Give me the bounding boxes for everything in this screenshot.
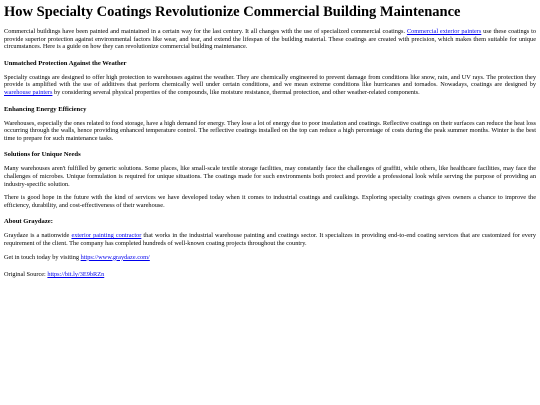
energy-efficiency-paragraph: Warehouses, especially the ones related to food storage, have a high demand for energy. They lose a lot of energy due to poor insulation and coatings. Reflective coatings on their surfaces can reduce the heat loss occurring through the walls, hence providing enhanced temperature control. The reflective coatings installed on the top can reduce a high percentage of costs during the peak summer months. Winter is the best time to prepare for such maintenance tasks. [4, 119, 536, 142]
exterior-painting-contractor-link[interactable]: exterior painting contractor [71, 232, 142, 240]
energy-efficiency-heading: Enhancing Energy Efficiency [4, 105, 87, 113]
commercial-exterior-painters-link[interactable]: Commercial exterior painters [406, 28, 482, 35]
about-text-2: that works in the industrial warehouse painting and coatings sector. It specializes in providing end-to-end coating services that are customized for every requirement of the client. The company has completed hundreds of well-known coating projects throughout the country. [4, 232, 536, 247]
about-text-1: Graydaze is a nationwide [4, 232, 72, 240]
intro-text-1: Commercial buildings have been painted and maintained in a certain way for the last century. It all changes with the use of specialized commercial coatings. [4, 28, 407, 35]
weather-text-2: by considering several physical properties of the compounds, like moisture resistance, thermal protection, and other weather-related components. [52, 88, 420, 96]
weather-protection-heading: Unmatched Protection Against the Weather [4, 59, 127, 67]
weather-text-1: Specialty coatings are designed to offer high protection to warehouses against the weather. They are chemically engineered to prevent damage from conditions like snow, rain, and UV rays. The protection they provide is amplified with the use of additives that perform chemically well under certain conditions, and we mean extreme conditions like hurricanes and tornados. Nowadays, coatings are designed by [4, 73, 536, 89]
weather-protection-paragraph [4, 74, 536, 97]
unique-needs-paragraph-2: There is good hope in the future with the kind of services we have developed today when it comes to industrial coatings and caulkings. Exploring specialty coatings gives owners a chance to improve the efficiency, durability, and cost-effectiveness of their warehouse. [4, 194, 536, 209]
intro-text-2: use these coatings to provide superior protection against environmental factors like wear, and tear, and extend the lifespan of the building material. These coatings are created with precision, which makes them suitable for unique circumstances. Here is a guide on how they can revolutionize commercial building maintenance. [4, 28, 536, 51]
unique-needs-paragraph-1: Many warehouses aren't fulfilled by generic solutions. Some places, like small-scale textile storage facilities, may constantly face the challenges of graffiti, while others, like healthcare facilities, may face the challenges of microbes. Unique formulation is required for unique situations. The coatings made for such environments both protect and provide a professional look while serving the purpose of providing an industry-specific solution. [4, 165, 536, 188]
source-label: Original Source: [4, 271, 48, 279]
contact-paragraph [4, 254, 536, 262]
intro-paragraph [4, 28, 536, 51]
about-paragraph [4, 232, 536, 247]
original-source-link[interactable]: https://bit.ly/3E9bRZn [47, 271, 105, 279]
warehouse-painters-link[interactable]: warehouse painters [4, 88, 53, 96]
page-title: How Specialty Coatings Revolutionize Commercial Building Maintenance [4, 4, 461, 20]
about-heading: About Graydaze: [4, 218, 53, 226]
unique-needs-heading: Solutions for Unique Needs [4, 151, 81, 159]
graydaze-website-link[interactable]: https://www.graydaze.com/ [80, 253, 150, 261]
source-paragraph [4, 271, 536, 279]
contact-text: Get in touch today by visiting [4, 253, 81, 261]
